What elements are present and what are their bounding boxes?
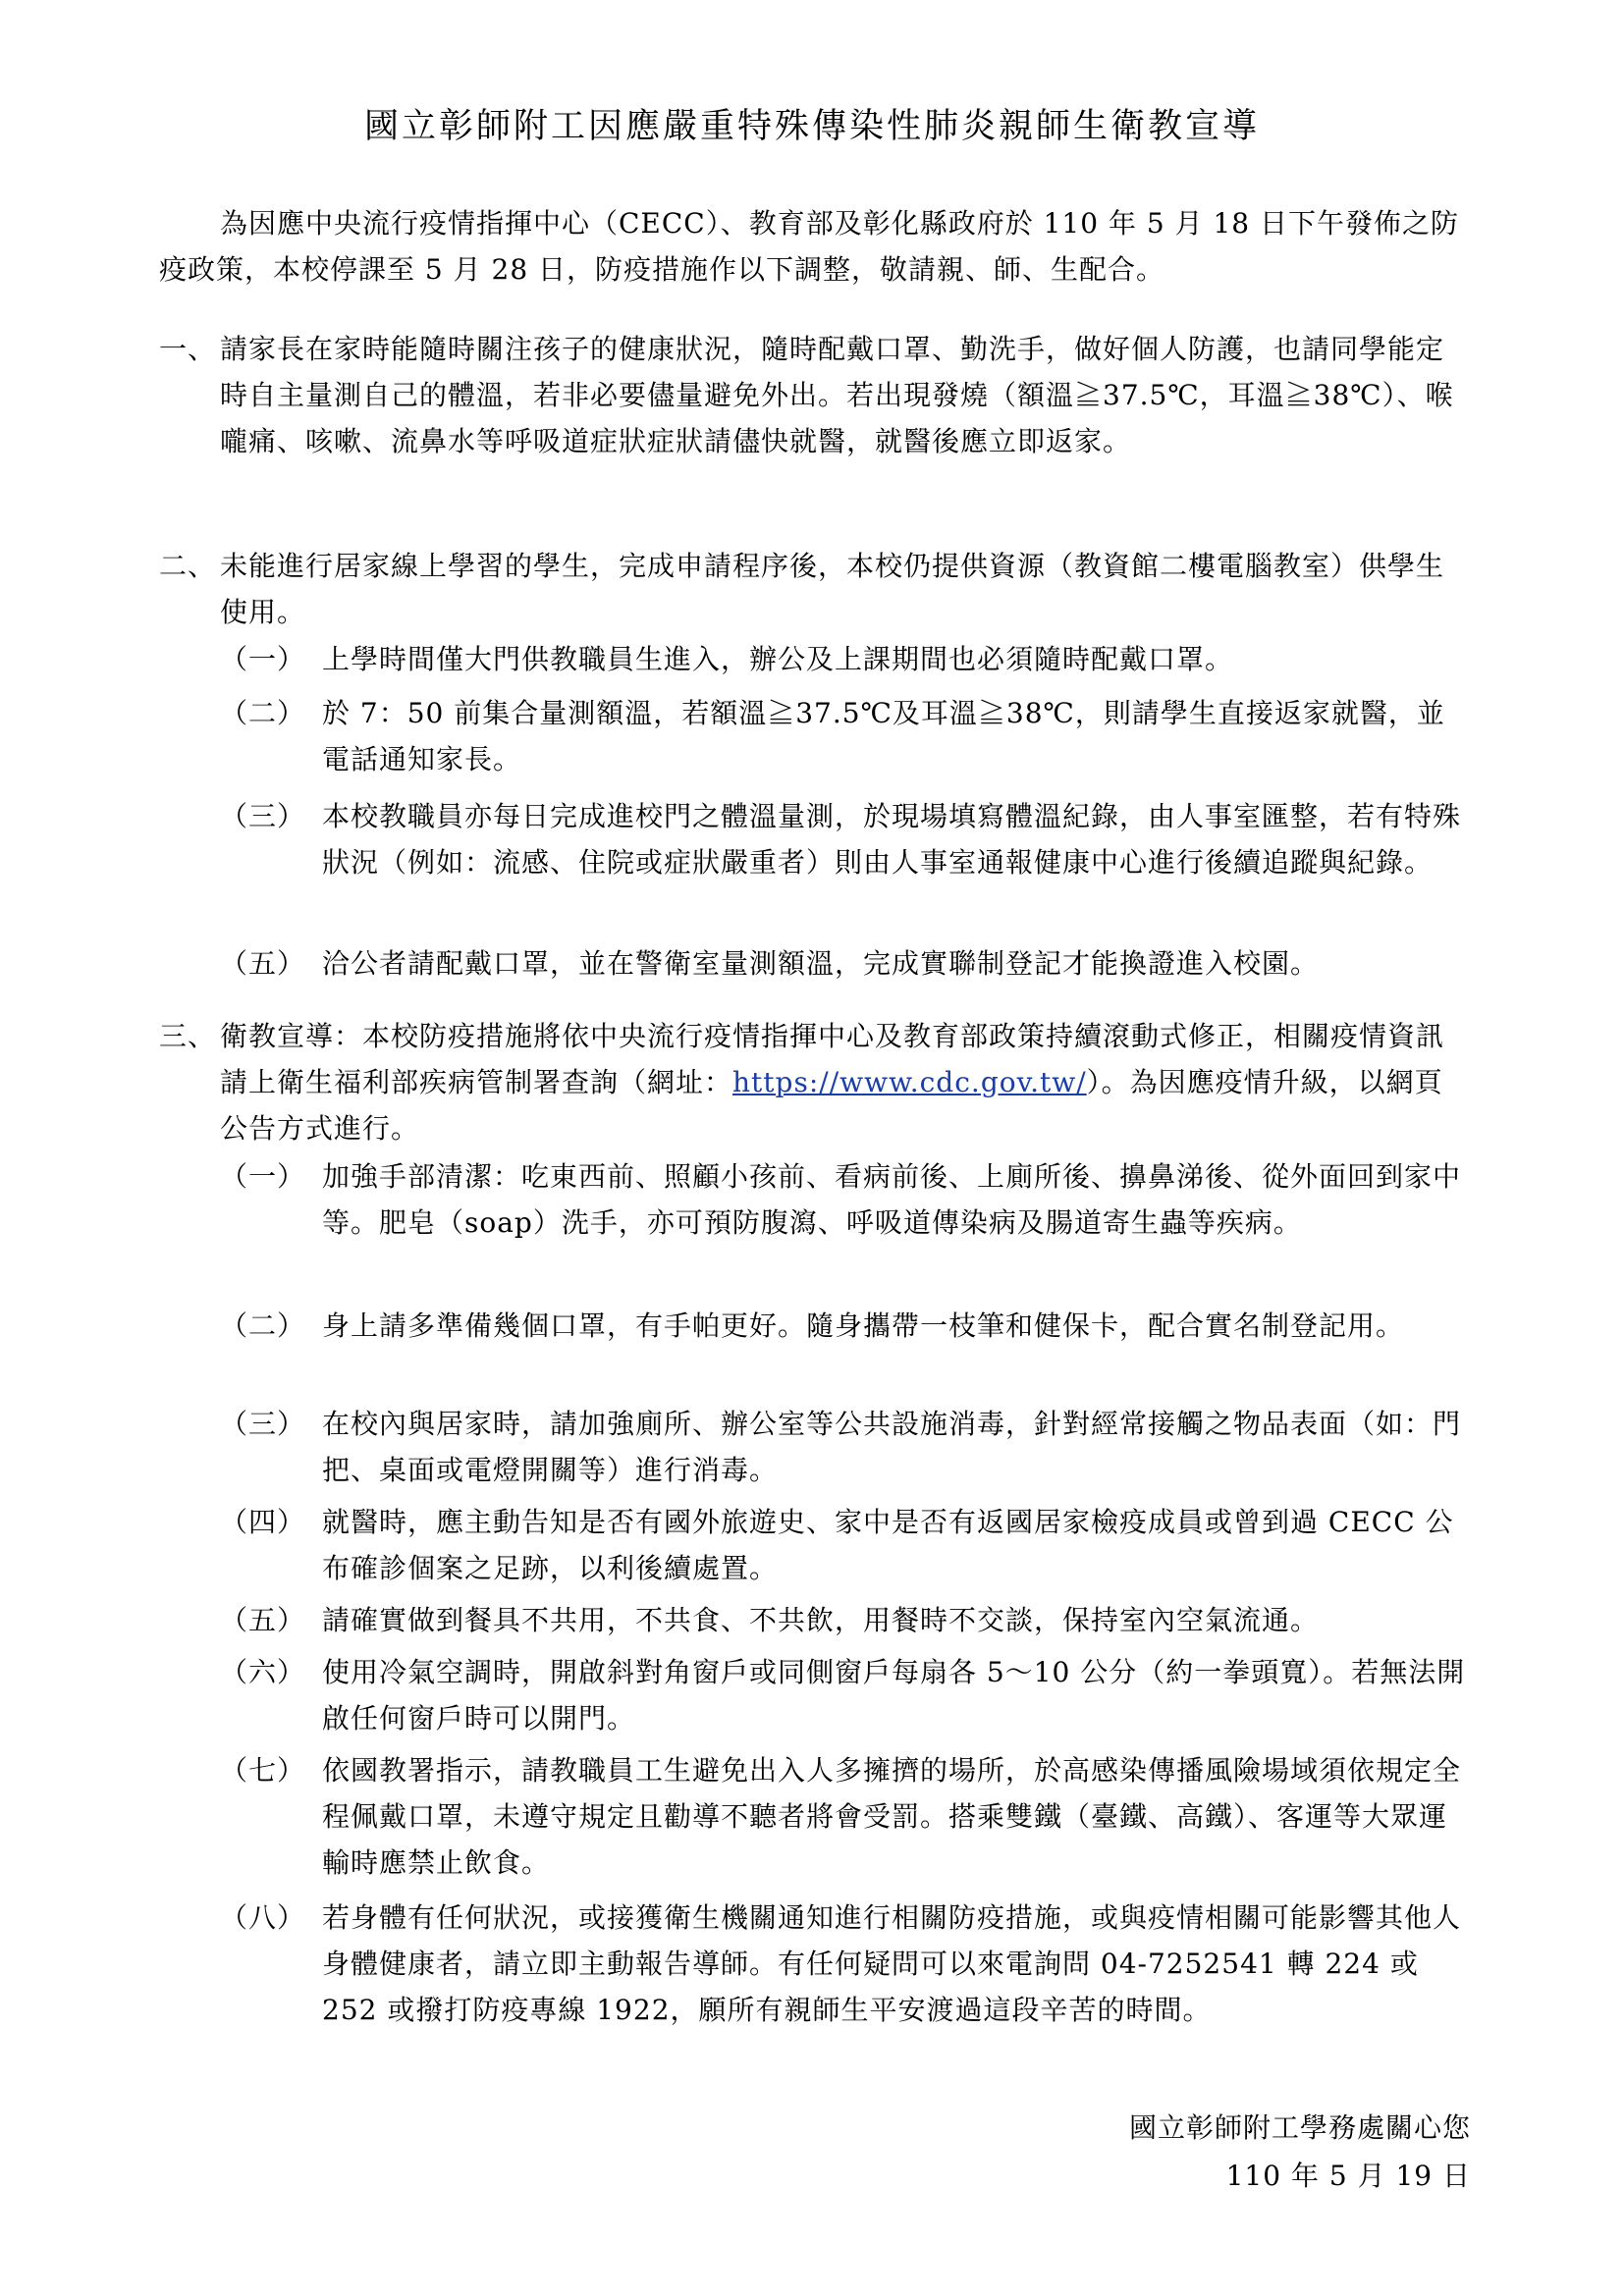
item-text: 上學時間僅大門供教職員生進入，辦公及上課期間也必須隨時配戴口罩。	[322, 643, 1234, 675]
item-text: 加強手部清潔：吃東西前、照顧小孩前、看病前後、上廁所後、擤鼻涕後、從外面回到家中等。肥皂（soap）洗手，亦可預防腹瀉、呼吸道傳染病及腸道寄生蟲等疾病。	[322, 1160, 1462, 1239]
section-2	[159, 543, 1471, 635]
item-number: （三）	[220, 800, 306, 832]
item-number: （五）	[220, 1604, 306, 1636]
item-text: 依國教署指示，請教職員工生避免出入人多擁擠的場所，於高感染傳播風險場域須依規定全程佩戴口罩，未遵守規定且勸導不聽者將會受罰。搭乘雙鐵（臺鐵、高鐵）、客運等大眾運輸時應禁止飲食。	[322, 1754, 1462, 1879]
item-text: 在校內與居家時，請加強廁所、辦公室等公共設施消毒，針對經常接觸之物品表面（如：門把、桌面或電燈開關等）進行消毒。	[322, 1408, 1462, 1486]
section-1	[159, 326, 1471, 464]
item-number: （七）	[220, 1754, 306, 1787]
item-number: （四）	[220, 1506, 306, 1538]
list-item	[220, 1597, 1473, 1643]
section-3	[159, 1013, 1471, 1151]
section-text-after: ）。為因應疫情升級，以網頁公告方式進行。	[220, 1066, 1443, 1145]
list-item	[220, 1649, 1473, 1741]
section-text-before: 衛教宣導：本校防疫措施將依中央流行疫情指揮中心及教育部政策持續滾動式修正，相關疫情資訊請上衛生福利部疾病管制署查詢（網址：	[220, 1020, 1445, 1098]
item-number: （一）	[220, 643, 306, 675]
section-number: 二、	[159, 550, 217, 582]
list-item	[220, 1401, 1473, 1493]
item-number: （八）	[220, 1901, 306, 1934]
list-item	[220, 940, 1473, 987]
item-text: 請確實做到餐具不共用，不共食、不共飲，用餐時不交談，保持室內空氣流通。	[322, 1604, 1320, 1636]
item-number: （二）	[220, 1309, 306, 1342]
list-item	[220, 1303, 1473, 1349]
list-item	[220, 1747, 1473, 1886]
item-text: 本校教職員亦每日完成進校門之體溫量測，於現場填寫體溫紀錄，由人事室匯整，若有特殊狀況（例如：流感、住院或症狀嚴重者）則由人事室通報健康中心進行後續追蹤與紀錄。	[322, 800, 1462, 879]
signature-org: 國立彰師附工學務處關心您	[1128, 2111, 1471, 2144]
item-text: 身上請多準備幾個口罩，有手帕更好。隨身攜帶一枝筆和健保卡，配合實名制登記用。	[322, 1309, 1405, 1342]
section-text: 未能進行居家線上學習的學生，完成申請程序後，本校仍提供資源（教資館二樓電腦教室）供學生使用。	[220, 550, 1445, 628]
item-number: （一）	[220, 1160, 306, 1193]
item-text: 就醫時，應主動告知是否有國外旅遊史、家中是否有返國居家檢疫成員或曾到過 CECC 公布確診個案之足跡，以利後續處置。	[322, 1506, 1454, 1584]
item-text: 使用冷氣空調時，開啟斜對角窗戶或同側窗戶每扇各 5～10 公分（約一拳頭寬）。若無法開啟任何窗戶時可以開門。	[322, 1656, 1466, 1735]
item-number: （六）	[220, 1656, 306, 1688]
list-item	[220, 636, 1473, 682]
signature-date: 110 年 5 月 19 日	[1225, 2160, 1471, 2192]
item-text: 若身體有任何狀況，或接獲衛生機關通知進行相關防疫措施，或與疫情相關可能影響其他人身體健康者，請立即主動報告導師。有任何疑問可以來電詢問 04-7252541 轉 224 或 252 或撥打防疫專線 1922，願所有親師生平安渡過這段辛苦的時間。	[322, 1901, 1462, 2026]
signature-block	[1129, 2104, 1471, 2200]
section-text: 請家長在家時能隨時關注孩子的健康狀況，隨時配戴口罩、勤洗手，做好個人防護，也請同學能定時自主量測自己的體溫，若非必要儘量避免外出。若出現發燒（額溫≧37.5℃，耳溫≧38℃）、喉嚨痛、咳嗽、流鼻水等呼吸道症狀症狀請儘快就醫，就醫後應立即返家。	[220, 333, 1454, 457]
item-text: 於 7：50 前集合量測額溫，若額溫≧37.5℃及耳溫≧38℃，則請學生直接返家就醫，並電話通知家長。	[322, 697, 1445, 775]
list-item	[220, 1153, 1473, 1246]
list-item	[220, 1895, 1473, 2033]
list-item	[220, 1499, 1473, 1591]
intro-paragraph: 為因應中央流行疫情指揮中心（CECC）、教育部及彰化縣政府於 110 年 5 月 18 日下午發佈之防疫政策，本校停課至 5 月 28 日，防疫措施作以下調整，敬請親、師、生配合。	[159, 207, 1460, 286]
section-number: 三、	[159, 1020, 217, 1052]
list-item	[220, 690, 1473, 782]
item-number: （二）	[220, 697, 306, 729]
item-number: （三）	[220, 1408, 306, 1440]
item-text: 洽公者請配戴口罩，並在警衛室量測額溫，完成實聯制登記才能換證進入校園。	[322, 947, 1320, 980]
item-number: （五）	[220, 947, 306, 980]
cdc-website-link[interactable]: https://www.cdc.gov.tw/	[732, 1066, 1087, 1098]
section-text	[220, 1013, 1471, 1151]
list-item	[220, 793, 1473, 885]
section-number: 一、	[159, 333, 217, 365]
document-title: 國立彰師附工因應嚴重特殊傳染性肺炎親師生衛教宣導	[363, 107, 1260, 146]
